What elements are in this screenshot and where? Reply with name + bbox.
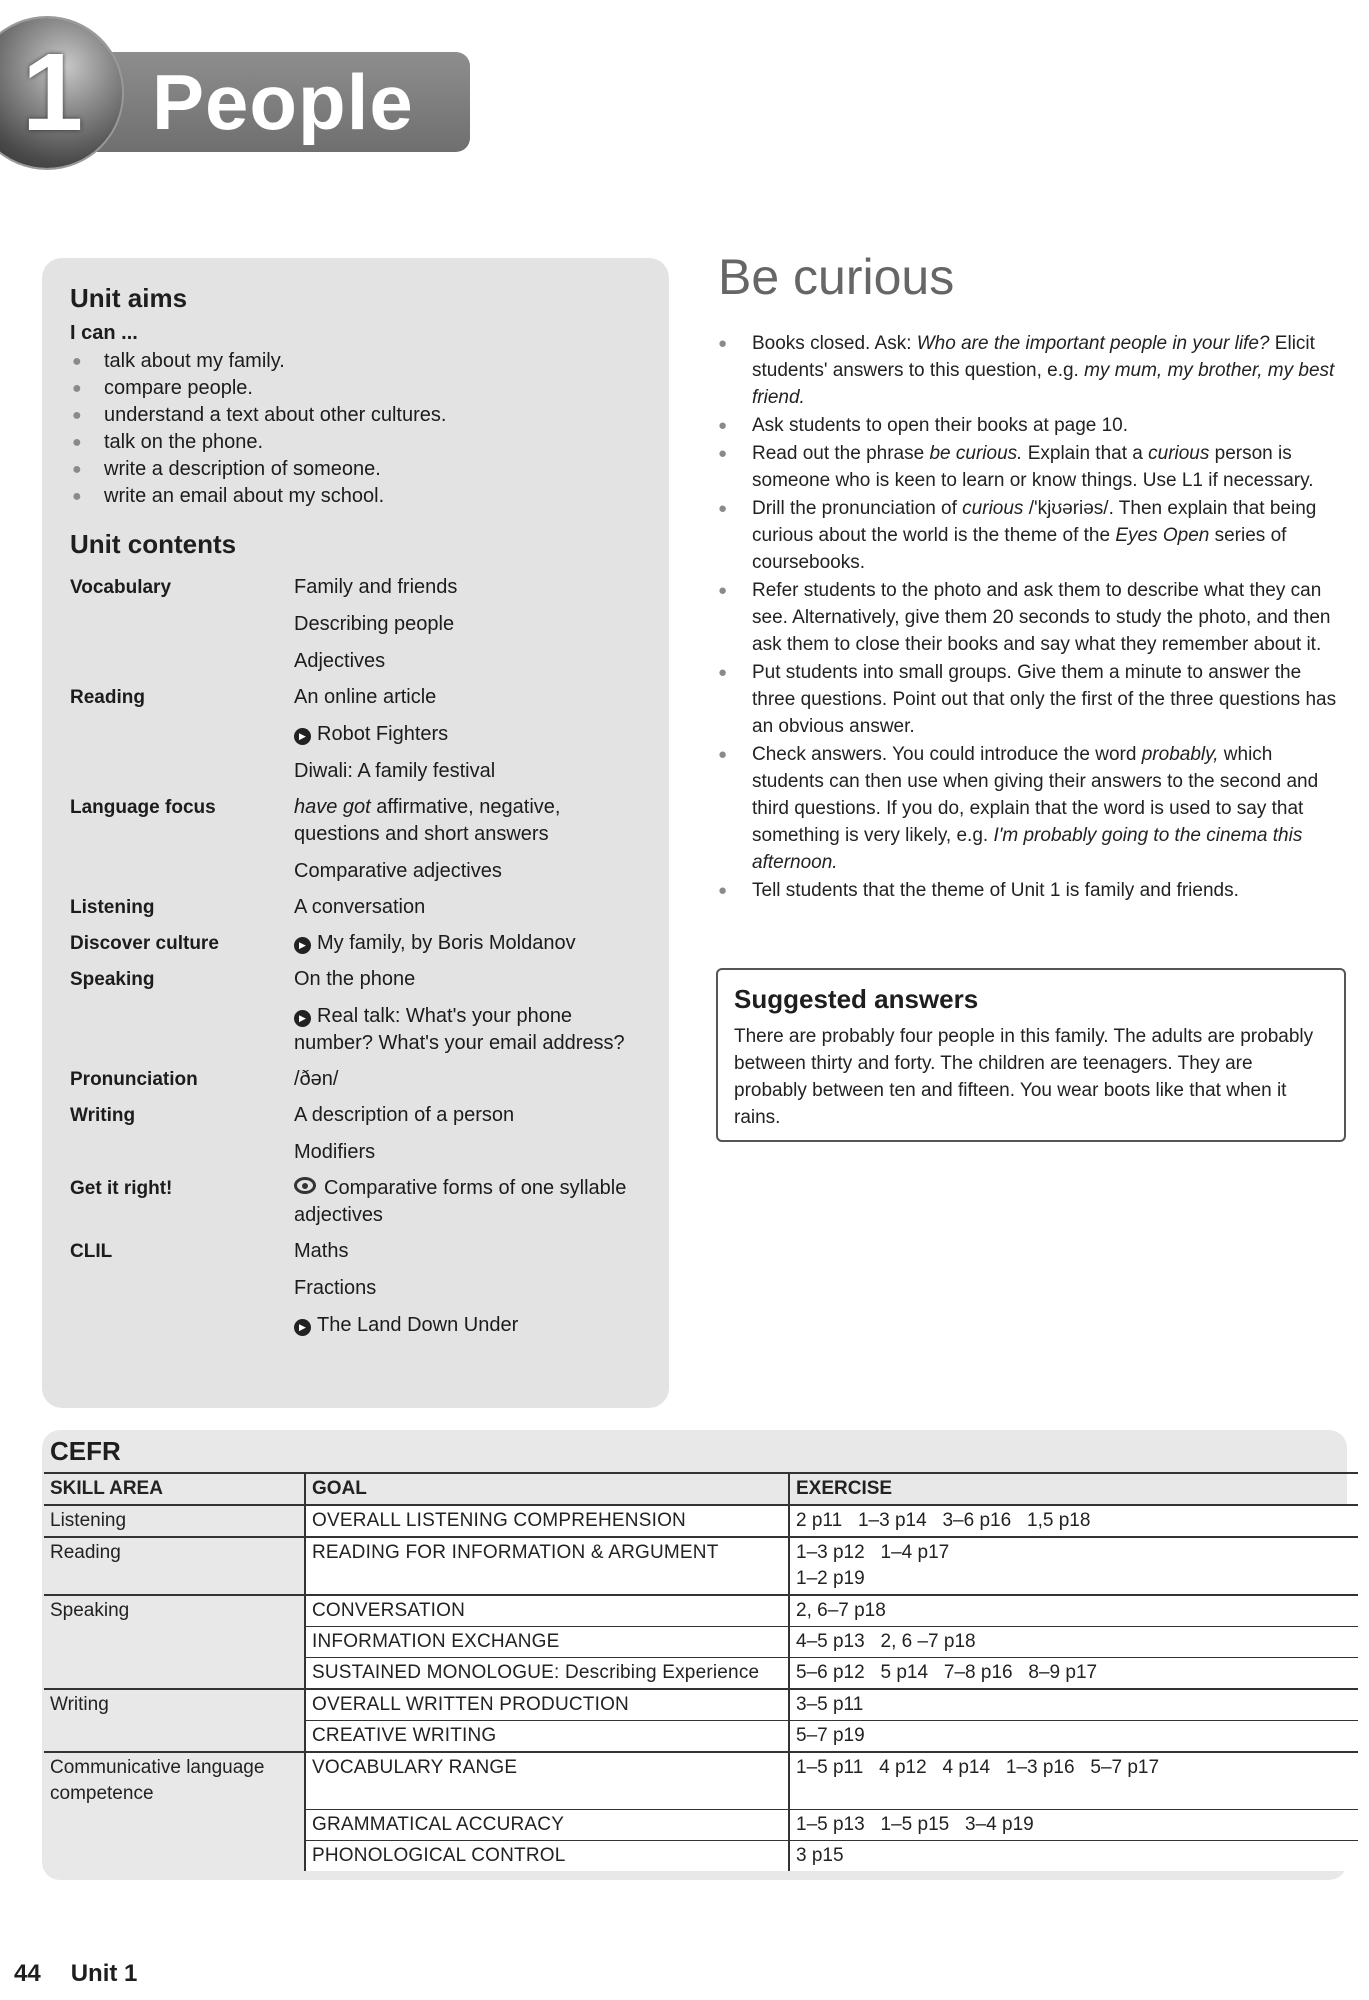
column-header: SKILL AREA <box>44 1473 305 1505</box>
bullet-icon: ● <box>718 445 728 462</box>
list-item: ● Put students into small groups. Give them a minute to answer the three questions. Point out that only the first of the three questions has an obvious answer. <box>718 659 1348 740</box>
suggested-answers-text: There are probably four people in this family. The adults are probably between thirty and forty. The children are teenagers. They are probably between ten and fifteen. You wear boots like that when it rains. <box>734 1026 1314 1128</box>
contents-items <box>294 1066 650 1093</box>
contents-item: Modifiers <box>294 1141 376 1163</box>
contents-item: Family and friends <box>294 576 458 598</box>
bullet-icon: ● <box>72 488 82 505</box>
video-play-icon: ▶ <box>294 1319 311 1336</box>
goal-cell: OVERALL LISTENING COMPREHENSION <box>305 1505 789 1537</box>
contents-item: Diwali: A family festival <box>294 760 496 782</box>
bullet-icon: ● <box>718 417 728 434</box>
exercise-cell: 3–5 p11 <box>789 1689 1358 1721</box>
contents-row-discover-culture <box>70 930 650 957</box>
goal-cell: INFORMATION EXCHANGE <box>305 1627 789 1658</box>
list-item: ● write a description of someone. <box>70 456 446 483</box>
table-row <box>44 1658 1358 1690</box>
table-row <box>44 1537 1358 1595</box>
column-header: GOAL <box>305 1473 789 1505</box>
goal-cell: CREATIVE WRITING <box>305 1721 789 1753</box>
suggested-answers-box <box>716 968 1346 1142</box>
exercise-cell: 5–7 p19 <box>789 1721 1358 1753</box>
table-row <box>44 1689 1358 1721</box>
contents-item: ▶ Robot Fighters <box>294 721 650 748</box>
bullet-icon: ● <box>718 746 728 763</box>
exercise-cell: 2 p11 1–3 p14 3–6 p16 1,5 p18 <box>789 1505 1358 1537</box>
contents-category: Discover culture <box>70 933 219 954</box>
skill-cell <box>44 1658 305 1690</box>
skill-cell: Speaking <box>44 1595 305 1627</box>
section-title: Be curious <box>718 249 955 305</box>
table-row <box>44 1752 1358 1809</box>
contents-row-language-focus <box>70 794 650 885</box>
unit-aims-intro: I can ... <box>70 322 138 344</box>
contents-items <box>294 1175 650 1229</box>
contents-row-get-it-right <box>70 1175 650 1229</box>
contents-item: A description of a person <box>294 1104 515 1126</box>
goal-cell: SUSTAINED MONOLOGUE: Describing Experience <box>305 1658 789 1690</box>
video-play-icon: ▶ <box>294 937 311 954</box>
list-item: ● Drill the pronunciation of curious /'kjʊəriəs/. Then explain that being curious about the world is the theme of the Eyes Open series of coursebooks. <box>718 495 1348 576</box>
contents-row-clil <box>70 1238 650 1339</box>
exercise-cell: 5–6 p12 5 p14 7–8 p16 8–9 p17 <box>789 1658 1358 1690</box>
contents-row-writing <box>70 1102 650 1166</box>
contents-items <box>294 894 650 921</box>
skill-cell <box>44 1721 305 1753</box>
contents-item: A conversation <box>294 896 426 918</box>
contents-item: ▶ Real talk: What's your phone number? What's your email address? <box>294 1005 625 1054</box>
list-item: ● write an email about my school. <box>70 483 446 510</box>
contents-item: Adjectives <box>294 650 386 672</box>
table-row <box>44 1809 1358 1840</box>
exercise-cell: 1–5 p11 4 p12 4 p14 1–3 p16 5–7 p17 <box>789 1752 1358 1809</box>
contents-category: Get it right! <box>70 1178 173 1199</box>
video-play-icon: ▶ <box>294 1010 311 1027</box>
bullet-icon: ● <box>718 882 728 899</box>
list-item: ● Tell students that the theme of Unit 1 is family and friends. <box>718 877 1348 904</box>
contents-item: Comparative forms of one syllable adjectives <box>294 1177 627 1226</box>
contents-category: Speaking <box>70 969 155 990</box>
contents-items <box>294 966 650 1057</box>
bullet-icon: ● <box>718 500 728 517</box>
table-row <box>44 1627 1358 1658</box>
contents-row-pronunciation <box>70 1066 650 1093</box>
exercise-cell: 1–3 p12 1–4 p17 1–2 p19 <box>789 1537 1358 1595</box>
table-row <box>44 1595 1358 1627</box>
contents-item: On the phone <box>294 968 416 990</box>
suggested-answers-heading: Suggested answers <box>734 984 979 1014</box>
bullet-icon: ● <box>72 407 82 424</box>
table-row <box>44 1505 1358 1537</box>
goal-cell: CONVERSATION <box>305 1595 789 1627</box>
contents-item: Fractions <box>294 1277 377 1299</box>
bullet-icon: ● <box>718 664 728 681</box>
skill-cell <box>44 1840 305 1871</box>
table-header-row <box>44 1473 1358 1505</box>
contents-item: Maths <box>294 1240 349 1262</box>
exercise-cell: 3 p15 <box>789 1840 1358 1871</box>
column-header: EXERCISE <box>789 1473 1358 1505</box>
list-item: ● Read out the phrase be curious. Explain that a curious person is someone who is keen to learn or know things. Use L1 if necessary. <box>718 440 1348 494</box>
contents-item: have got affirmative, negative, questions and short answers <box>294 796 561 845</box>
contents-row-speaking <box>70 966 650 1057</box>
exercise-cell: 4–5 p13 2, 6 –7 p18 <box>789 1627 1358 1658</box>
contents-item: ▶ The Land Down Under <box>294 1312 650 1339</box>
contents-item: ▶ My family, by Boris Moldanov <box>294 930 650 957</box>
contents-category: Reading <box>70 687 145 708</box>
contents-item: Describing people <box>294 613 455 635</box>
skill-cell <box>44 1809 305 1840</box>
list-item: ● Books closed. Ask: Who are the important people in your life? Elicit students' answers to this question, e.g. my mum, my brother, my best friend. <box>718 330 1348 411</box>
goal-cell: OVERALL WRITTEN PRODUCTION <box>305 1689 789 1721</box>
list-item: ● Check answers. You could introduce the word probably, which students can then use when giving their answers to the second and third questions. If you do, explain that the word is used to say that something is very likely, e.g. I'm probably going to the cinema this afternoon. <box>718 741 1348 876</box>
bullet-icon: ● <box>72 434 82 451</box>
eye-icon <box>294 1177 316 1194</box>
list-item: ● understand a text about other cultures. <box>70 402 446 429</box>
contents-category: Language focus <box>70 797 216 818</box>
contents-category: Writing <box>70 1105 136 1126</box>
teaching-notes-list <box>718 330 1348 905</box>
goal-cell: VOCABULARY RANGE <box>305 1752 789 1809</box>
contents-items <box>294 1102 650 1166</box>
contents-items <box>294 684 650 785</box>
page-footer <box>14 1960 167 1988</box>
contents-items <box>294 930 650 957</box>
unit-number: 1 <box>22 31 84 154</box>
contents-category: CLIL <box>70 1241 113 1262</box>
footer-unit-label: Unit 1 <box>70 1960 138 1987</box>
goal-cell: GRAMMATICAL ACCURACY <box>305 1809 789 1840</box>
contents-item: /ðən/ <box>294 1068 339 1090</box>
skill-cell <box>44 1627 305 1658</box>
list-item: ● talk on the phone. <box>70 429 446 456</box>
contents-category: Vocabulary <box>70 577 172 598</box>
contents-item: Comparative adjectives <box>294 860 502 882</box>
skill-cell: Listening <box>44 1505 305 1537</box>
contents-row-reading <box>70 684 650 785</box>
unit-contents-heading: Unit contents <box>70 529 237 559</box>
video-play-icon: ▶ <box>294 728 311 745</box>
unit-aims-heading: Unit aims <box>70 283 188 313</box>
unit-contents-table <box>70 574 650 1348</box>
skill-cell: Reading <box>44 1537 305 1595</box>
list-item: ● Refer students to the photo and ask them to describe what they can see. Alternatively, give them 20 seconds to study the photo, and then ask them to close their books and say what they remember about it. <box>718 577 1348 658</box>
contents-row-listening <box>70 894 650 921</box>
list-item: ● talk about my family. <box>70 348 446 375</box>
contents-item: An online article <box>294 686 437 708</box>
contents-items <box>294 794 650 885</box>
contents-items <box>294 574 650 675</box>
cefr-table <box>44 1472 1358 1871</box>
contents-category: Pronunciation <box>70 1069 198 1090</box>
contents-row-vocabulary <box>70 574 650 675</box>
table-row <box>44 1840 1358 1871</box>
bullet-icon: ● <box>72 353 82 370</box>
exercise-cell: 1–5 p13 1–5 p15 3–4 p19 <box>789 1809 1358 1840</box>
list-item: ● Ask students to open their books at page 10. <box>718 412 1348 439</box>
skill-cell: Writing <box>44 1689 305 1721</box>
contents-items <box>294 1238 650 1339</box>
cefr-heading: CEFR <box>50 1436 121 1466</box>
table-row <box>44 1721 1358 1753</box>
page-number: 44 <box>14 1960 41 1987</box>
exercise-cell: 2, 6–7 p18 <box>789 1595 1358 1627</box>
skill-cell: Communicative language competence <box>44 1752 305 1809</box>
goal-cell: PHONOLOGICAL CONTROL <box>305 1840 789 1871</box>
page-title: People <box>152 58 414 146</box>
bullet-icon: ● <box>72 461 82 478</box>
bullet-icon: ● <box>718 582 728 599</box>
goal-cell: READING FOR INFORMATION & ARGUMENT <box>305 1537 789 1595</box>
contents-category: Listening <box>70 897 155 918</box>
bullet-icon: ● <box>72 380 82 397</box>
unit-aims-list <box>70 348 446 510</box>
bullet-icon: ● <box>718 335 728 352</box>
list-item: ● compare people. <box>70 375 446 402</box>
